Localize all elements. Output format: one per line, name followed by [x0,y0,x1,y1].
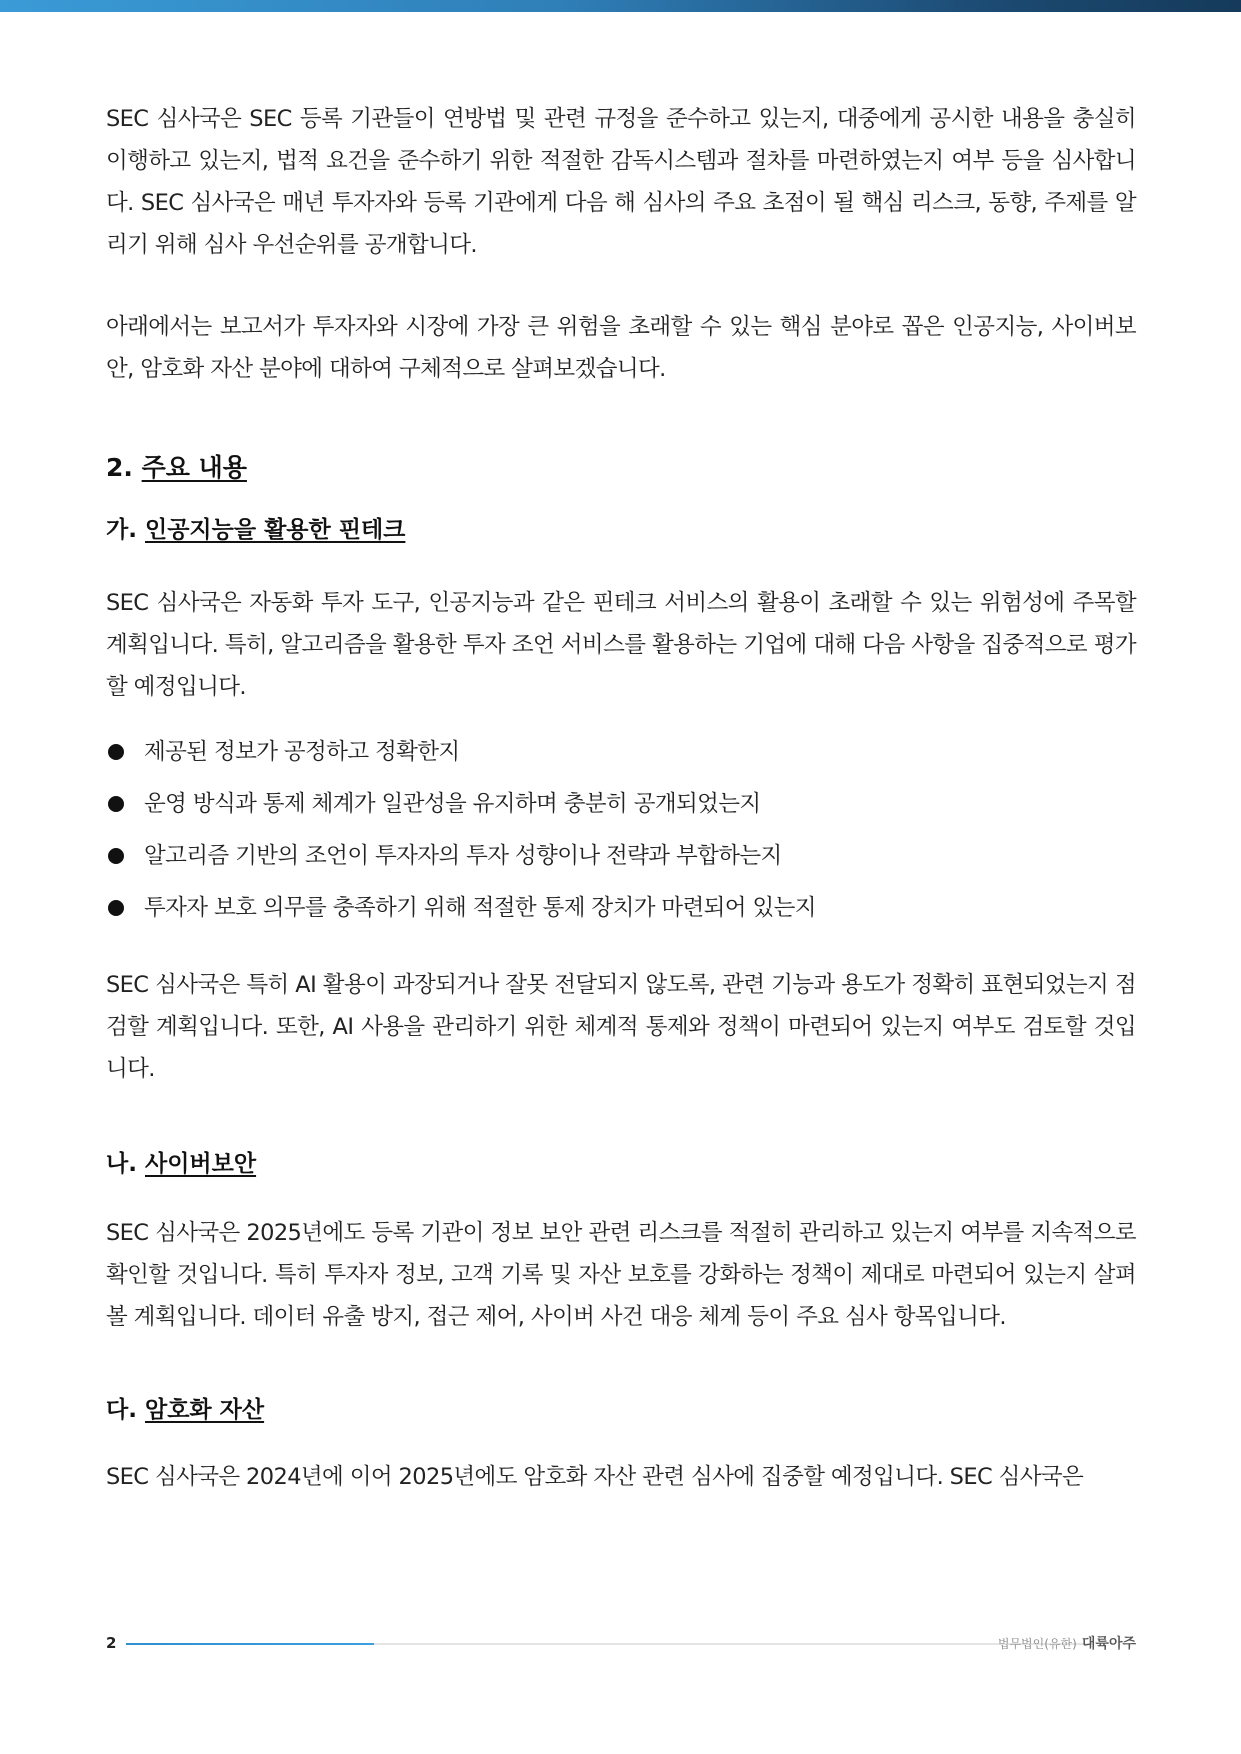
section-heading [106,448,1136,488]
page-footer [106,1632,1136,1654]
list-item: 제공된 정보가 공정하고 정확한지 [106,726,1136,778]
subsection-title: 인공지능을 활용한 핀테크 [144,517,406,543]
page-number: 2 [106,1634,117,1652]
bullet-icon [108,848,124,864]
footer-rule [126,1643,1092,1645]
subsection-heading-ai [106,510,1136,550]
ai-paragraph-1: SEC 심사국은 자동화 투자 도구, 인공지능과 같은 핀테크 서비스의 활용이 초래할 수 있는 위험성에 주목할 계획입니다. 특히, 알고리즘을 활용한 투자 조언 서비스를 활용하는 기업에 대해 다음 사항을 집중적으로 평가할 예정입니다. [106,590,1136,700]
ai-paragraph-2: SEC 심사국은 특히 AI 활용이 과장되거나 잘못 전달되지 않도록, 관련 기능과 용도가 정확히 표현되었는지 점검할 계획입니다. 또한, AI 사용을 관리하기 위한 체계적 통제와 정책이 마련되어 있는지 여부도 검토할 것입니다. [106,972,1136,1082]
intro-paragraph-1: SEC 심사국은 SEC 등록 기관들이 연방법 및 관련 규정을 준수하고 있는지, 대중에게 공시한 내용을 충실히 이행하고 있는지, 법적 요건을 준수하기 위한 적절한 감독시스템과 절차를 마련하였는지 여부 등을 심사합니다. SEC 심사국은 매년 투자자와 등록 기관에게 다음 해 심사의 주요 초점이 될 핵심 리스크, 동향, 주제를 알리기 위해 심사 우선순위를 공개합니다. [106,106,1136,258]
bullet-icon [108,796,124,812]
list-item: 투자자 보호 의무를 충족하기 위해 적절한 통제 장치가 마련되어 있는지 [106,882,1136,934]
subsection-marker: 나. [106,1151,137,1177]
section-number: 2. [106,453,133,482]
footer-rule-accent [126,1643,374,1645]
subsection-title: 암호화 자산 [144,1397,265,1423]
top-accent-bar [0,0,1241,12]
firm-logo-text [998,1632,1136,1655]
subsection-heading-crypto [106,1390,1136,1430]
document-body [106,98,1136,1498]
firm-prefix: 법무법인(유한) [997,1637,1077,1651]
cybersecurity-paragraph: SEC 심사국은 2025년에도 등록 기관이 정보 보안 관련 리스크를 적절히 관리하고 있는지 여부를 지속적으로 확인할 것입니다. 특히 투자자 정보, 고객 기록 및 자산 보호를 강화하는 정책이 제대로 마련되어 있는지 살펴볼 계획입니다. 데이터 유출 방지, 접근 제어, 사이버 사건 대응 체계 등이 주요 심사 항목입니다. [106,1220,1136,1330]
intro-paragraph-2: 아래에서는 보고서가 투자자와 시장에 가장 큰 위험을 초래할 수 있는 핵심 분야로 꼽은 인공지능, 사이버보안, 암호화 자산 분야에 대하여 구체적으로 살펴보겠습니다. [106,314,1136,382]
bullet-icon [108,900,124,916]
subsection-marker: 다. [106,1397,137,1423]
bullet-icon [108,744,124,760]
subsection-marker: 가. [106,517,137,543]
subsection-heading-cybersecurity [106,1144,1136,1184]
crypto-paragraph: SEC 심사국은 2024년에 이어 2025년에도 암호화 자산 관련 심사에 집중할 예정입니다. SEC 심사국은 [106,1464,1084,1490]
section-title: 주요 내용 [141,453,247,482]
list-item: 운영 방식과 통제 체계가 일관성을 유지하며 충분히 공개되었는지 [106,778,1136,830]
list-item: 알고리즘 기반의 조언이 투자자의 투자 성향이나 전략과 부합하는지 [106,830,1136,882]
firm-name: 대륙아주 [1081,1636,1136,1652]
subsection-title: 사이버보안 [144,1151,257,1177]
ai-checklist [106,726,1136,934]
